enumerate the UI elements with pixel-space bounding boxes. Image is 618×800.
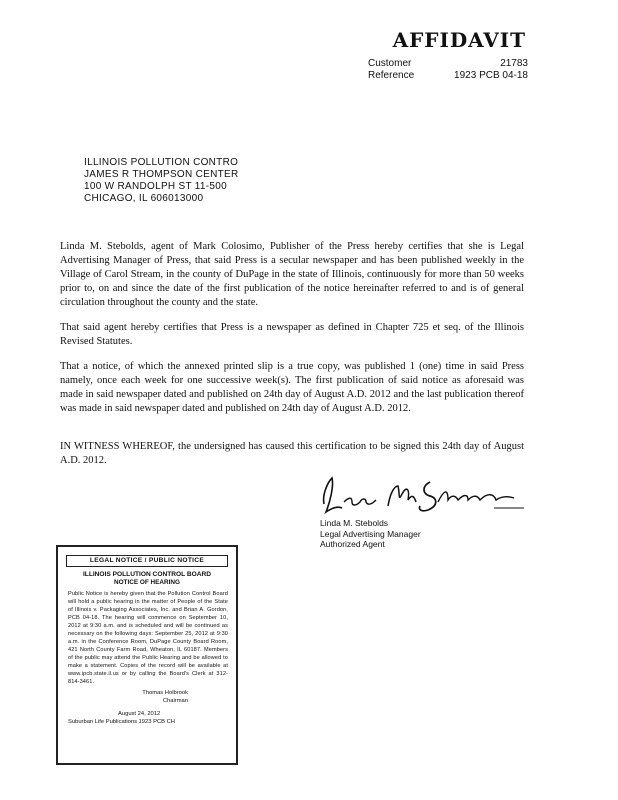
customer-number: 21783 <box>500 58 528 69</box>
address-line-3: 100 W RANDOLPH ST 11-500 <box>84 181 227 192</box>
reference-label: Reference <box>368 70 415 81</box>
signer-block <box>320 518 421 550</box>
signer-title: Legal Advertising Manager <box>320 528 421 539</box>
customer-reference-block <box>368 58 528 82</box>
certification-paragraph: Linda M. Stebolds, agent of Mark Colosimo, Publisher of the Press hereby certifies that she is Legal Advertising Manager of Press, that said Press is a secular newspaper and has been published weekly in the Village of Carol Stream, in the county of DuPage in the state of Illinois, continuously for more than 50 weeks prior to, on and since the date of the first publication of the notice hereinafter referred to and is of general circulation throughout the county and the state. <box>60 241 524 308</box>
clipping-publication-date: August 24, 2012 <box>118 711 161 717</box>
customer-row <box>368 58 528 70</box>
newspaper-clipping <box>56 545 238 765</box>
customer-label: Customer <box>368 58 412 69</box>
publication-paragraph: That a notice, of which the annexed printed slip is a true copy, was published 1 (one) time in said Press namely, once each week for one successive week(s). The first publication of said notice as aforesaid was made in said newspaper dated and published on 24th day of August A.D. 2012 and the last publication thereof was made in said newspaper dated and published on 24th day of August A.D. 2012. <box>60 361 524 414</box>
signer-name: Linda M. Stebolds <box>320 518 389 528</box>
signer-role: Authorized Agent <box>320 539 385 549</box>
witness-paragraph: IN WITNESS WHEREOF, the undersigned has caused this certification to be signed this 24th day of August A.D. 2012. <box>60 441 524 466</box>
handwritten-signature <box>318 472 528 522</box>
clipping-publication-info: Suburban Life Publications 1923 PCB CH <box>68 719 175 725</box>
address-line-1: ILLINOIS POLLUTION CONTRO <box>84 157 239 168</box>
clipping-board-name: ILLINOIS POLLUTION CONTROL BOARD <box>82 571 212 578</box>
reference-row <box>368 70 528 82</box>
clipping-signer <box>58 689 188 705</box>
document-title: AFFIDAVIT <box>392 28 526 52</box>
clipping-footer <box>68 710 236 726</box>
reference-number: 1923 PCB 04-18 <box>454 70 528 81</box>
clipping-body-text: Public Notice is hereby given that the Pollution Control Board will hold a public hearing in the matter of People of the State of Illinois v. Packaging Associates, Inc. and Brian A. Gordon, PCB 04-18. The hearing will commence on September 10, 2012 at 9:30 a.m. and is scheduled and will be continued as necessary on the following days: September 25, 2012 at 9:30 a.m. in the Conference Room, DuPage County Board Room, 421 North County Farm Road, Wheaton, IL 60187. Members of the public may attend the Public Hearing and be allowed to make a statement. Copies of the record will be available at www.ipcb.state.il.us or by calling the Board's Clerk at 312-814-3461. <box>68 591 228 685</box>
recipient-address <box>84 157 239 205</box>
clipping-notice-title: NOTICE OF HEARING <box>113 579 181 586</box>
clipping-signer-title: Chairman <box>162 698 188 704</box>
newspaper-definition-paragraph: That said agent hereby certifies that Press is a newspaper as defined in Chapter 725 et seq. of the Illinois Revised Statutes. <box>60 322 524 347</box>
address-line-4: CHICAGO, IL 606013000 <box>84 193 204 204</box>
clipping-header: LEGAL NOTICE / PUBLIC NOTICE <box>66 555 228 567</box>
clipping-signer-name: Thomas Holbrook <box>142 690 188 696</box>
address-line-2: JAMES R THOMPSON CENTER <box>84 169 239 180</box>
